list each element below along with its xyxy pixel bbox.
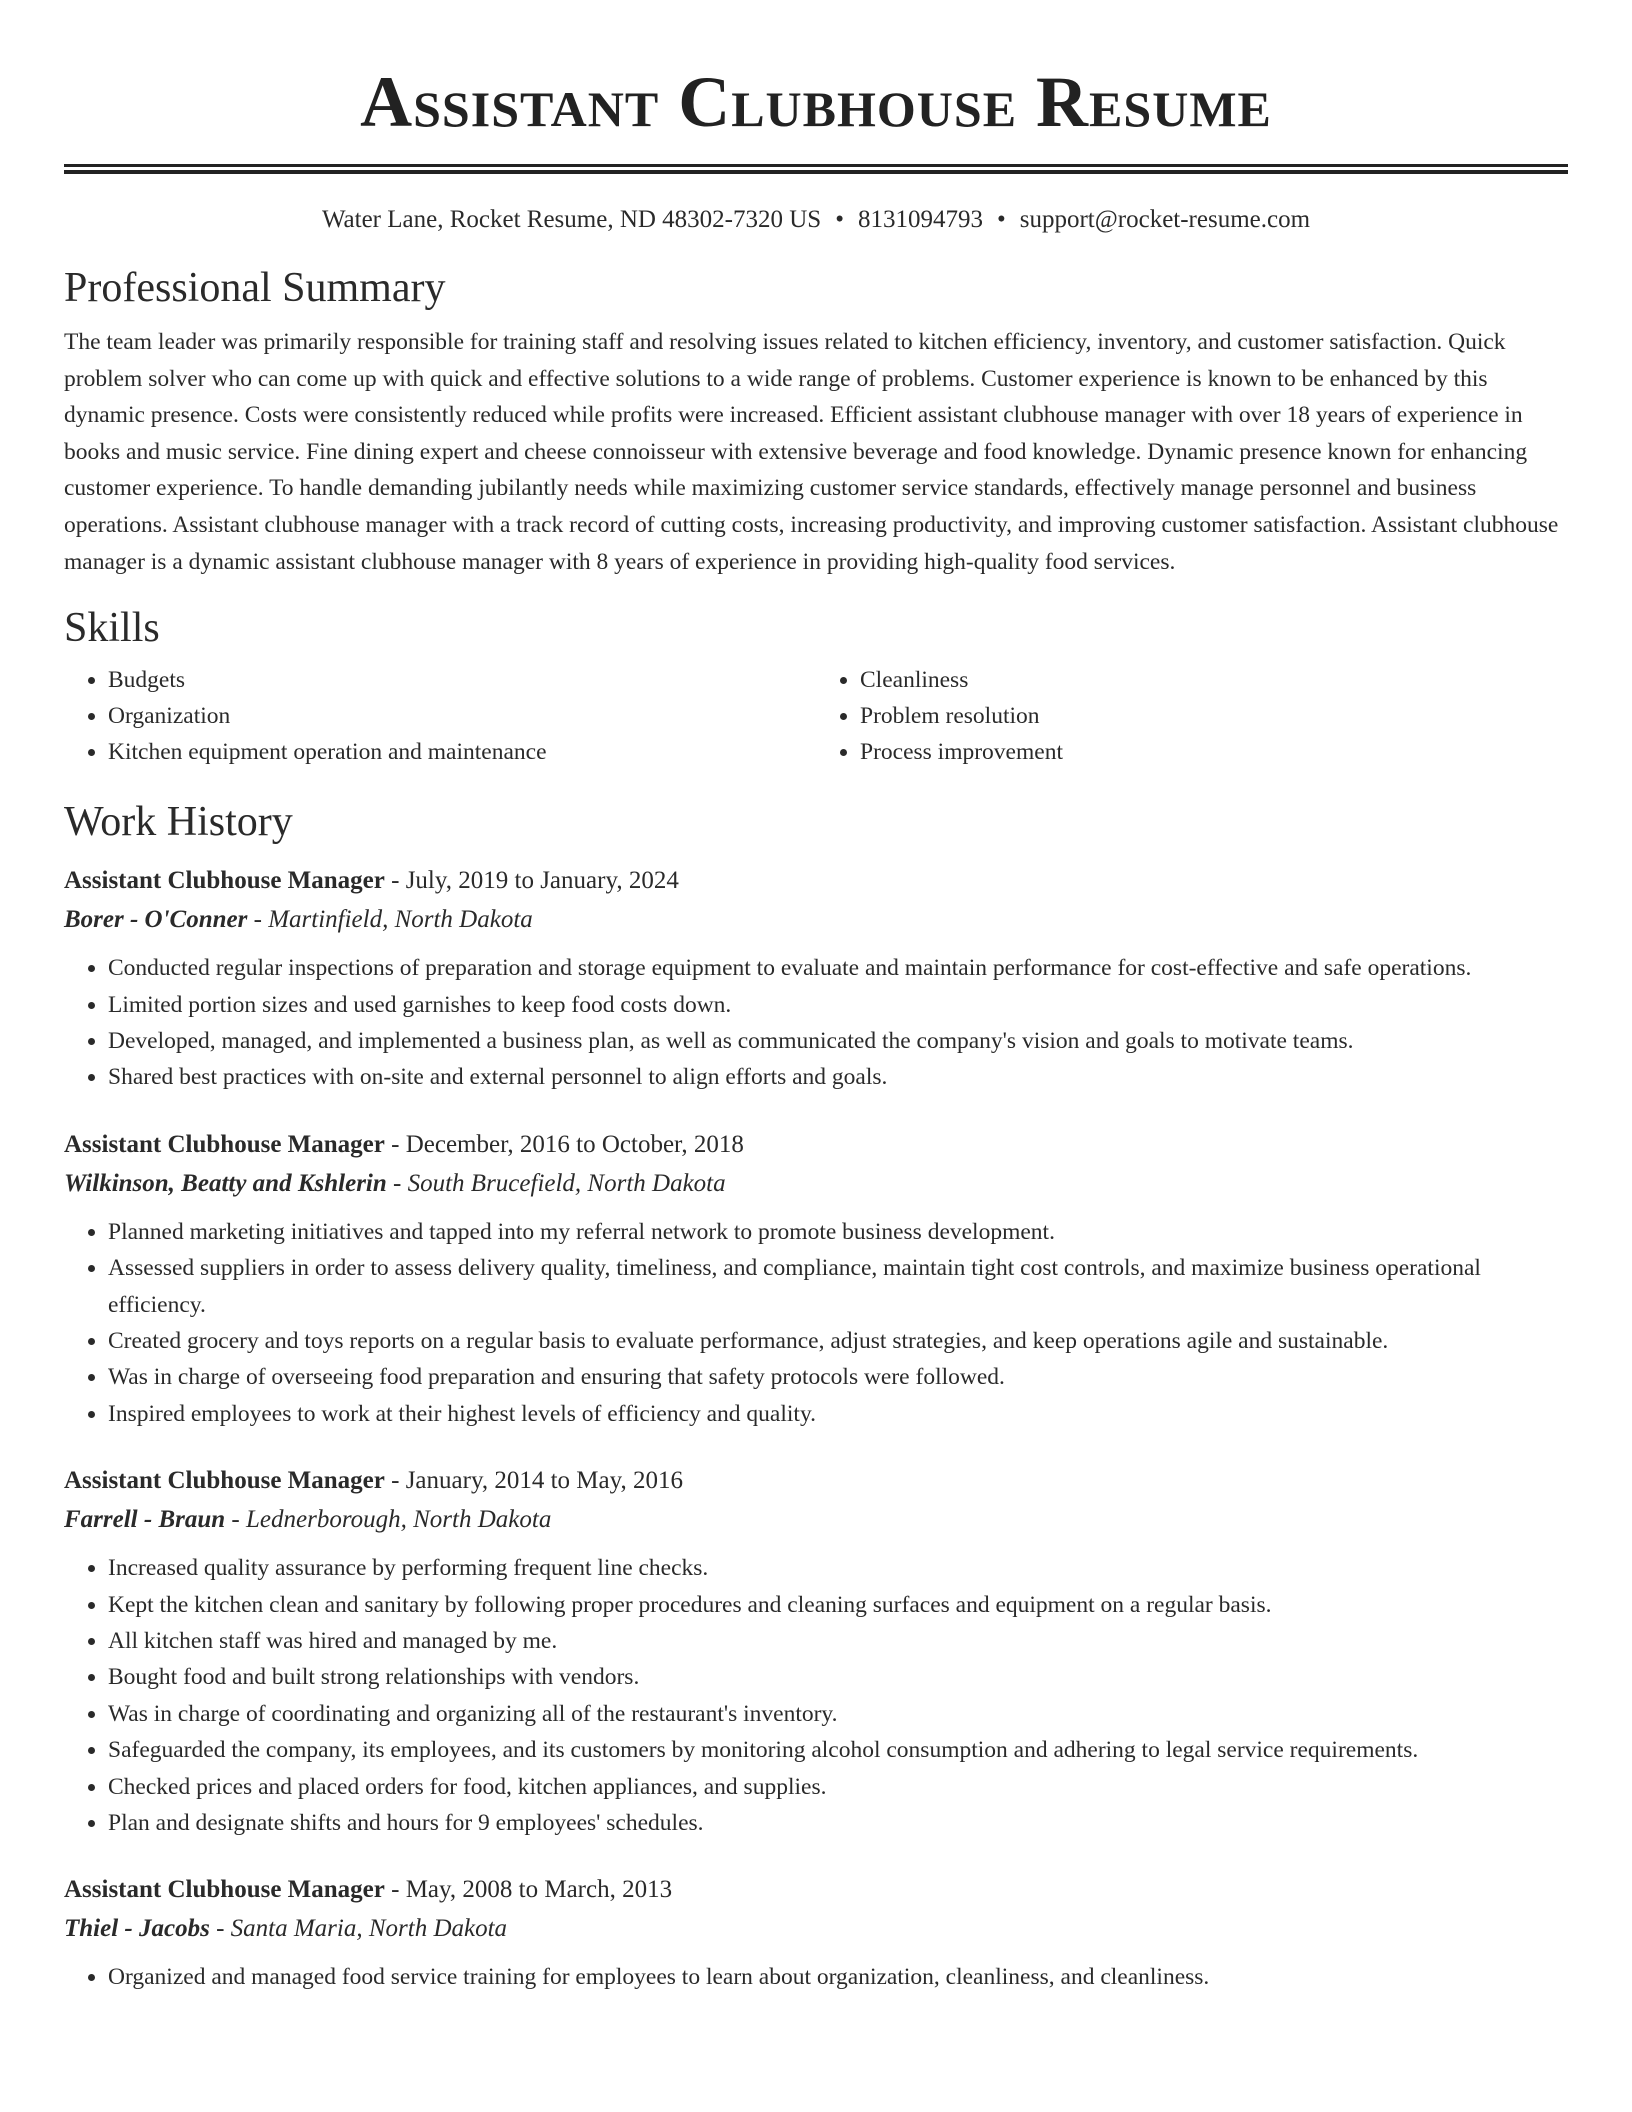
contact-separator: •	[996, 206, 1006, 233]
job-bullet: • Was in charge of coordinating and organizing all of the restaurant's inventory.	[108, 1696, 1568, 1732]
job-bullets	[64, 1959, 1568, 1995]
job-bullet: • Conducted regular inspections of preparation and storage equipment to evaluate and maintain performance for cost-effective and safe operations.	[108, 950, 1568, 986]
job-company-line	[64, 1500, 1568, 1540]
contact-phone: 8131094793	[857, 206, 983, 233]
job-company: Borer - O'Conner	[64, 906, 248, 934]
contact-line	[64, 204, 1568, 236]
job-separator: -	[384, 1130, 406, 1158]
work-history-heading: Work History	[64, 799, 293, 846]
job-entry	[64, 862, 1568, 1096]
job-company: Thiel - Jacobs	[64, 1915, 210, 1943]
job-bullet: • Plan and designate shifts and hours for 9 employees' schedules.	[108, 1805, 1568, 1841]
job-separator: -	[384, 1467, 406, 1495]
job-bullets	[64, 1550, 1568, 1841]
job-dates: January, 2014 to May, 2016	[405, 1467, 683, 1495]
skill-item: • Cleanliness	[860, 662, 1568, 698]
job-bullet: • Checked prices and placed orders for food, kitchen appliances, and supplies.	[108, 1769, 1568, 1805]
job-bullet: • Shared best practices with on-site and external personnel to align efforts and goals.	[108, 1059, 1568, 1095]
job-bullets	[64, 1214, 1568, 1432]
job-bullet: • Bought food and built strong relationships with vendors.	[108, 1659, 1568, 1695]
job-company-line	[64, 1164, 1568, 1204]
skills-columns	[64, 662, 1568, 770]
job-location: Lednerborough, North Dakota	[246, 1506, 552, 1534]
job-role: Assistant Clubhouse Manager	[64, 1130, 385, 1158]
job-separator: -	[386, 1169, 408, 1197]
job-bullet: • Kept the kitchen clean and sanitary by following proper procedures and cleaning surfaces and equipment on a regular basis.	[108, 1587, 1568, 1623]
job-company-line	[64, 1909, 1568, 1949]
job-dates: December, 2016 to October, 2018	[405, 1130, 744, 1158]
job-separator: -	[384, 867, 406, 895]
summary-text: The team leader was primarily responsible for training staff and resolving issues related to kitchen efficiency, inventory, and customer satisfaction. Quick problem solver who can come up with quick and effective solutions to a wide range of problems. Customer experience is known to be enhanced by this dynamic presence. Costs were consistently reduced while profits were increased. Efficient assistant clubhouse manager with over 18 years of experience in books and music service. Fine dining expert and cheese connoisseur with extensive beverage and food knowledge. Dynamic presence known for enhancing customer experience. To handle demanding jubilantly needs while maximizing customer service standards, effectively manage personnel and business operations. Assistant clubhouse manager with a track record of cutting costs, increasing productivity, and improving customer satisfaction. Assistant clubhouse manager is a dynamic assistant clubhouse manager with 8 years of experience in providing high-quality food services.	[64, 329, 1559, 575]
skills-heading: Skills	[64, 605, 160, 652]
job-bullets	[64, 950, 1568, 1096]
job-bullet: • Inspired employees to work at their highest levels of efficiency and quality.	[108, 1396, 1568, 1432]
job-bullet: • Created grocery and toys reports on a regular basis to evaluate performance, adjust strategies, and keep operations agile and sustainable.	[108, 1323, 1568, 1359]
contact-email: support@rocket-resume.com	[1019, 206, 1311, 233]
job-entry	[64, 1126, 1568, 1432]
job-separator: -	[384, 1876, 406, 1904]
skill-item: • Kitchen equipment operation and maintenance	[108, 734, 816, 770]
job-separator: -	[247, 906, 269, 934]
job-role: Assistant Clubhouse Manager	[64, 1876, 385, 1904]
job-title-line	[64, 1126, 1568, 1164]
job-role: Assistant Clubhouse Manager	[64, 1467, 385, 1495]
job-title-line	[64, 862, 1568, 900]
job-location: Martinfield, North Dakota	[268, 906, 533, 934]
job-title-line	[64, 1462, 1568, 1500]
job-bullet: • Safeguarded the company, its employees, and its customers by monitoring alcohol consumption and adhering to legal service requirements.	[108, 1732, 1568, 1768]
skills-list-right	[816, 662, 1568, 770]
contact-address: Water Lane, Rocket Resume, ND 48302-7320 US	[321, 206, 822, 233]
job-entry	[64, 1462, 1568, 1841]
job-separator: -	[225, 1506, 246, 1534]
job-bullet: • Was in charge of overseeing food preparation and ensuring that safety protocols were followed.	[108, 1359, 1568, 1395]
contact-separator: •	[835, 206, 844, 233]
title-divider	[64, 164, 1568, 174]
summary-heading: Professional Summary	[64, 265, 446, 311]
job-company: Farrell - Braun	[64, 1506, 226, 1534]
job-company: Wilkinson, Beatty and Kshlerin	[64, 1169, 387, 1197]
skill-item: • Problem resolution	[860, 698, 1568, 734]
job-bullet: • Increased quality assurance by performing frequent line checks.	[108, 1550, 1568, 1586]
skills-list-left	[64, 662, 816, 770]
job-bullet: • Limited portion sizes and used garnishes to keep food costs down.	[108, 987, 1568, 1023]
job-bullet: • Planned marketing initiatives and tapped into my referral network to promote business development.	[108, 1214, 1568, 1250]
job-bullet: • Developed, managed, and implemented a business plan, as well as communicated the company's vision and goals to motivate teams.	[108, 1023, 1568, 1059]
skill-item: • Budgets	[108, 662, 816, 698]
job-dates: July, 2019 to January, 2024	[405, 867, 679, 895]
job-separator: -	[209, 1915, 231, 1943]
job-entry	[64, 1871, 1568, 1995]
job-role: Assistant Clubhouse Manager	[64, 867, 385, 895]
job-location: Santa Maria, North Dakota	[230, 1915, 508, 1943]
skill-item: • Organization	[108, 698, 816, 734]
skill-item: • Process improvement	[860, 734, 1568, 770]
resume-title: Assistant Clubhouse Resume	[360, 62, 1272, 142]
job-bullet: • Assessed suppliers in order to assess delivery quality, timeliness, and compliance, maintain tight cost controls, and maximize business operational efficiency.	[108, 1250, 1568, 1323]
job-location: South Brucefield, North Dakota	[407, 1169, 726, 1197]
job-bullet: • All kitchen staff was hired and managed by me.	[108, 1623, 1568, 1659]
job-bullet: • Organized and managed food service training for employees to learn about organization, cleanliness, and cleanliness.	[108, 1959, 1568, 1995]
job-company-line	[64, 900, 1568, 940]
job-dates: May, 2008 to March, 2013	[405, 1876, 673, 1904]
job-title-line	[64, 1871, 1568, 1909]
